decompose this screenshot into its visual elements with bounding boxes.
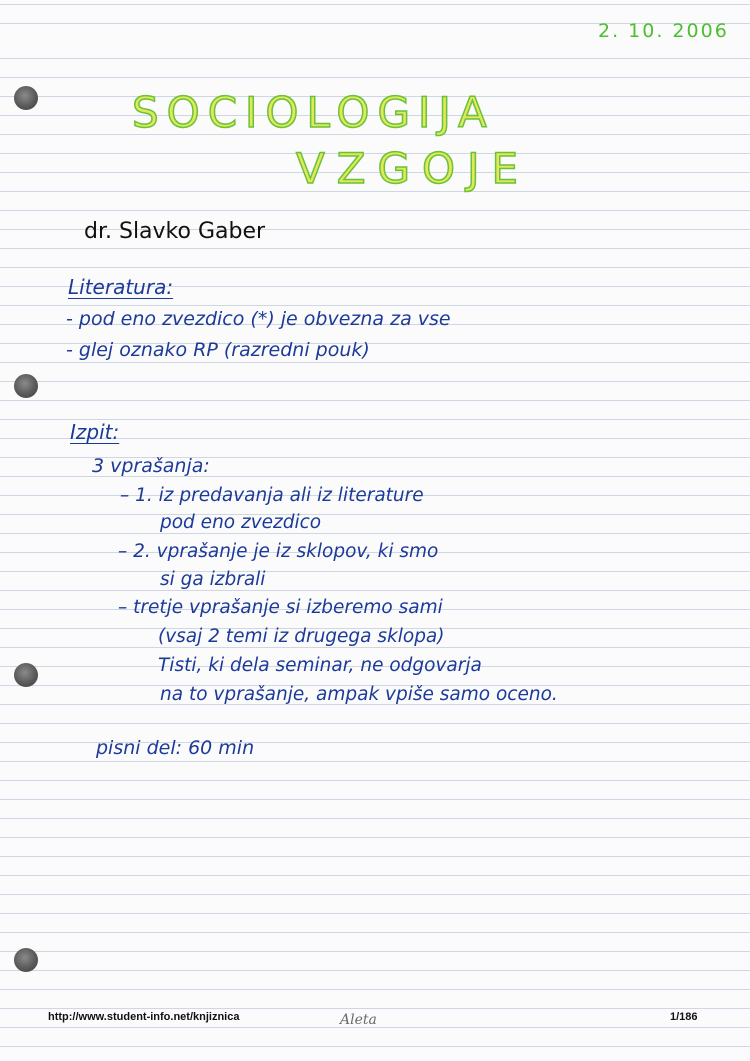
- punch-hole: [14, 374, 38, 398]
- page-number: 1/186: [670, 1011, 698, 1023]
- exam-line: 3 vprašanja:: [92, 455, 210, 477]
- exam-heading: Izpit:: [70, 420, 120, 444]
- literature-item: - pod eno zvezdico (*) je obvezna za vse: [66, 308, 451, 330]
- punch-hole: [14, 948, 38, 972]
- title-line-1: SOCIOLOGIJA: [132, 88, 495, 137]
- exam-line: na to vprašanje, ampak vpiše samo oceno.: [160, 684, 558, 705]
- exam-line: – tretje vprašanje si izberemo sami: [118, 597, 443, 618]
- date: 2. 10. 2006: [598, 20, 729, 42]
- title-line-2: VZGOJE: [296, 144, 531, 193]
- literature-item: - glej oznako RP (razredni pouk): [66, 339, 370, 361]
- exam-line: si ga izbrali: [160, 569, 266, 590]
- exam-line: Tisti, ki dela seminar, ne odgovarja: [158, 655, 482, 676]
- exam-line: pod eno zvezdico: [160, 512, 322, 533]
- footer-url[interactable]: http://www.student-info.net/knjiznica: [48, 1011, 240, 1023]
- footer-brand-logo: Aleta: [340, 1012, 377, 1028]
- exam-line: – 1. iz predavanja ali iz literature: [120, 485, 424, 506]
- punch-hole: [14, 663, 38, 687]
- author: dr. Slavko Gaber: [84, 219, 266, 244]
- exam-line: – 2. vprašanje je iz sklopov, ki smo: [118, 541, 439, 562]
- written-exam-duration: pisni del: 60 min: [96, 737, 255, 759]
- exam-line: (vsaj 2 temi iz drugega sklopa): [158, 626, 445, 647]
- punch-hole: [14, 86, 38, 110]
- literature-heading: Literatura:: [68, 275, 174, 299]
